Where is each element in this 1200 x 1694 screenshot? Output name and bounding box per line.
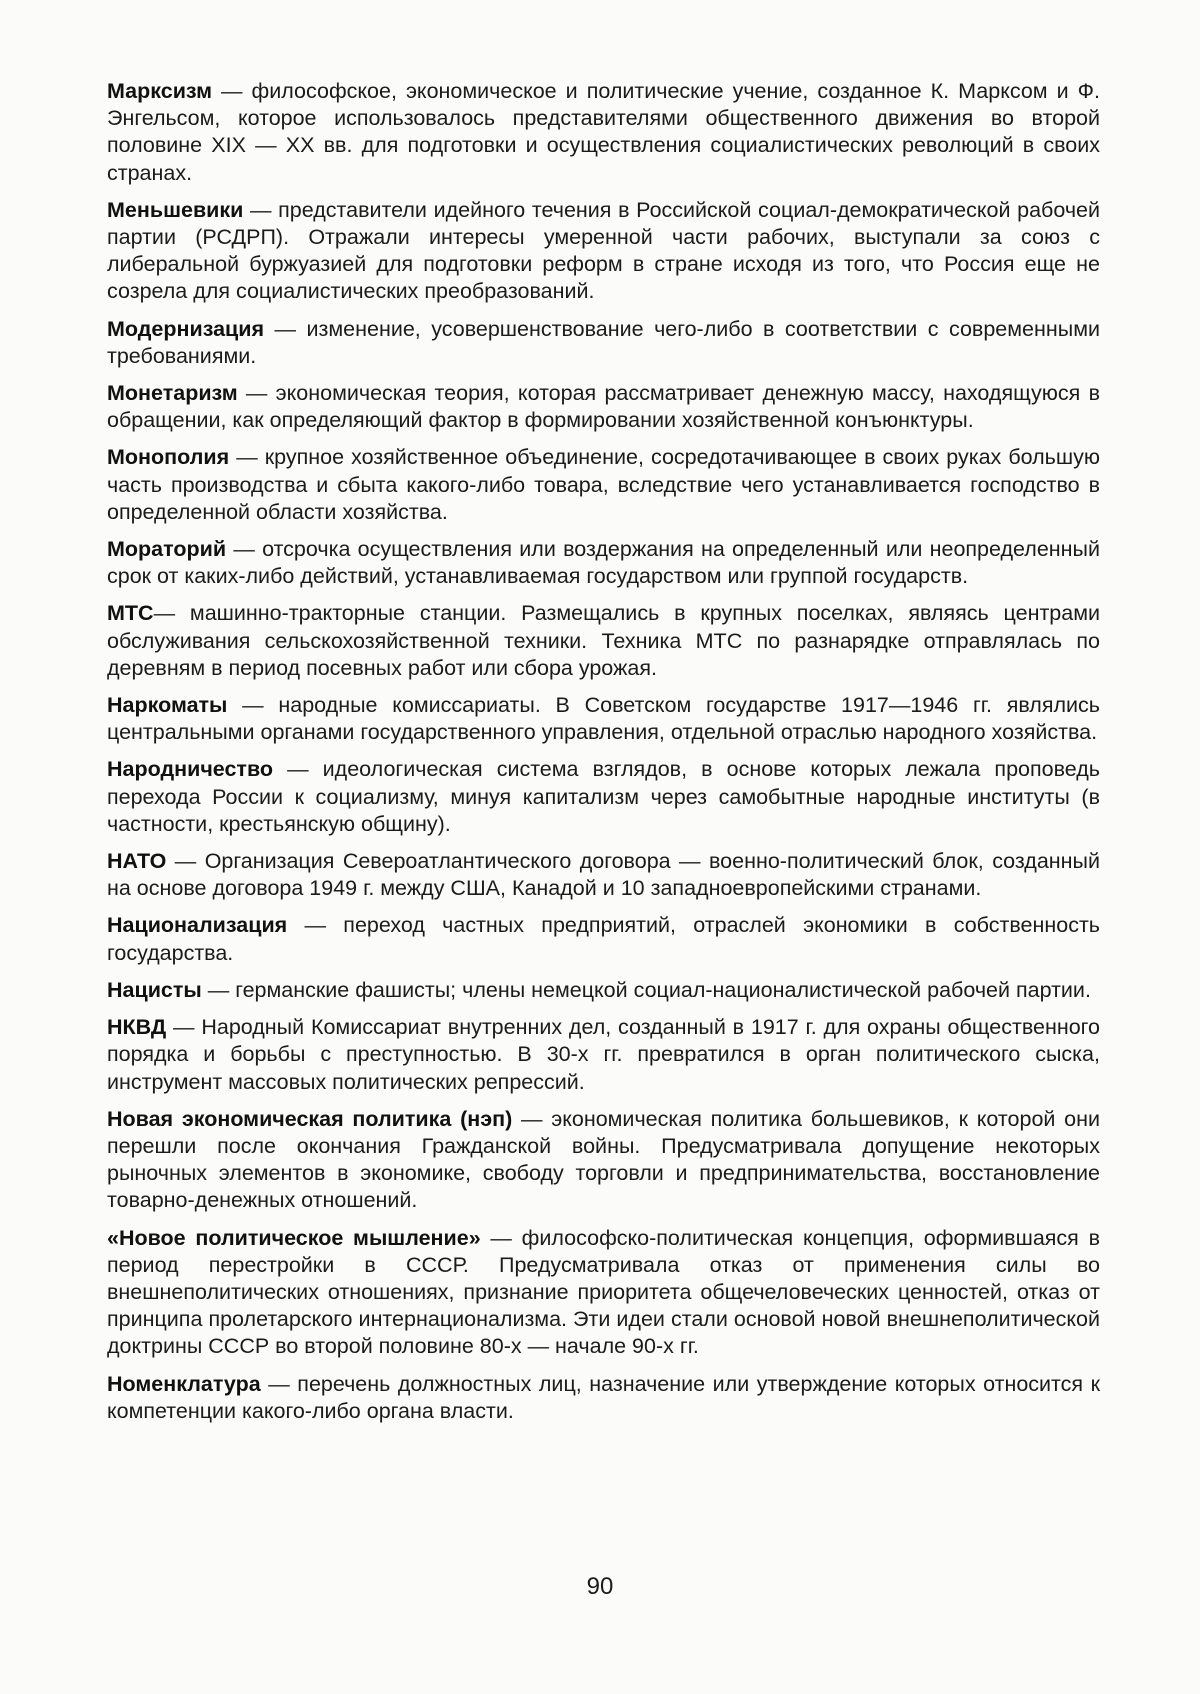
glossary-entry [107, 912, 1100, 966]
entry-definition: — Организация Североатлантического договора — военно-политический блок, созданный на основе договора 1949 г. между США, Канадой и 10 западноевропейскими странами. [107, 849, 1100, 901]
entry-term: Нацисты [107, 977, 202, 1002]
entry-definition: — машинно-тракторные станции. Размещались в крупных поселках, являясь центрами обслуживания сельскохозяйственной техники. Техника МТС по разнарядке отправлялась по деревням в период посевных работ или сбора урожая. [107, 601, 1100, 680]
glossary-entry [107, 536, 1100, 590]
glossary-entry [107, 848, 1100, 902]
entry-term: Монополия [107, 445, 230, 470]
entry-definition: — изменение, усовершенствование чего-либо в соответствии с современными требованиями. [107, 316, 1100, 368]
entry-term: Мораторий [107, 537, 227, 562]
entry-term: Меньшевики [107, 197, 244, 222]
entry-definition: — представители идейного течения в Российской социал-демократической рабочей партии (РСДРП). Отражали интересы умеренной части рабочих, выступали за союз с либеральной буржуазией для подготовки реформ в стране исходя из того, что Россия еще не созрела для социалистических преобразований. [107, 197, 1100, 304]
glossary-entry [107, 78, 1100, 187]
entry-definition: — философское, экономическое и политические учение, созданное К. Марксом и Ф. Энгельсом, которое использовалось представителями общественного движения во второй половине XIX — XX вв. для подготовки и осуществления социалистических революций в своих странах. [107, 79, 1100, 185]
glossary-entry [107, 692, 1100, 746]
entry-term: Модернизация [107, 316, 265, 341]
glossary-entries [107, 78, 1100, 1435]
glossary-entry [107, 1014, 1100, 1096]
entry-definition: — германские фашисты; члены немецкой социал-националистической рабочей партии. [201, 977, 1091, 1002]
entry-definition: — переход частных предприятий, отраслей экономики в собственность государства. [107, 913, 1100, 965]
glossary-entry [107, 1106, 1100, 1215]
entry-definition: — идеологическая система взглядов, в основе которых лежала проповедь перехода России к социализму, минуя капитализм через самобытные народные институты (в частности, крестьянскую общину). [107, 757, 1100, 836]
entry-definition: — философско-политическая концепция, оформившаяся в период перестройки в СССР. Предусматривала отказ от применения силы во внешнеполитических отношениях, признание приоритета общечеловеческих ценностей, отказ от принципа пролетарского интернационализма. Эти идеи стали основой новой внешнеполитической доктрины СССР во второй половине 80-х — начале 90-х гг. [107, 1225, 1100, 1359]
entry-term: НКВД [107, 1015, 167, 1040]
glossary-entry [107, 197, 1100, 306]
entry-term: «Новое политическое мышление» [107, 1225, 481, 1250]
glossary-entry [107, 977, 1100, 1004]
glossary-entry [107, 444, 1100, 526]
glossary-entry [107, 1225, 1100, 1361]
glossary-entry [107, 316, 1100, 370]
entry-term: Монетаризм [107, 381, 238, 406]
glossary-entry [107, 380, 1100, 434]
entry-definition: — Народный Комиссариат внутренних дел, созданный в 1917 г. для охраны общественного порядка и борьбы с преступностью. В 30-х гг. превратился в орган политического сыска, инструмент массовых политических репрессий. [107, 1015, 1100, 1094]
glossary-entry [107, 1371, 1100, 1425]
entry-term: Новая экономическая политика (нэп) [107, 1106, 513, 1131]
entry-term: Номенклатура [107, 1371, 261, 1396]
entry-definition: — крупное хозяйственное объединение, сосредотачивающее в своих руках большую часть производства и сбыта какого-либо товара, вследствие чего устанавливается господство в определенной области хозяйства. [107, 445, 1100, 524]
entry-definition: — экономическая политика большевиков, к которой они перешли после окончания Гражданской войны. Предусматривала допущение некоторых рыночных элементов в экономике, свободу торговли и предпринимательства, восстановление товарно-денежных отношений. [107, 1106, 1100, 1213]
entry-term: Национализация [107, 913, 288, 938]
glossary-entry [107, 756, 1100, 838]
page-number: 90 [586, 1573, 614, 1600]
entry-definition: — экономическая теория, которая рассматривает денежную массу, находящуюся в обращении, как определяющий фактор в формировании хозяйственной конъюнктуры. [107, 381, 1100, 433]
entry-term: НАТО [107, 849, 167, 874]
glossary-entry [107, 600, 1100, 682]
entry-definition: — перечень должностных лиц, назначение или утверждение которых относится к компетенции какого-либо органа власти. [107, 1371, 1100, 1423]
entry-term: Наркоматы [107, 693, 228, 718]
entry-term: Народничество [107, 757, 274, 782]
entry-definition: — отсрочка осуществления или воздержания на определенный или неопределенный срок от каких-либо действий, устанавливаемая государством или группой государств. [107, 537, 1100, 589]
entry-definition: — народные комиссариаты. В Советском государстве 1917—1946 гг. являлись центральными органами государственного управления, отдельной отраслью народного хозяйства. [107, 693, 1100, 745]
entry-term: МТС [107, 601, 154, 626]
entry-term: Марксизм [107, 79, 212, 103]
